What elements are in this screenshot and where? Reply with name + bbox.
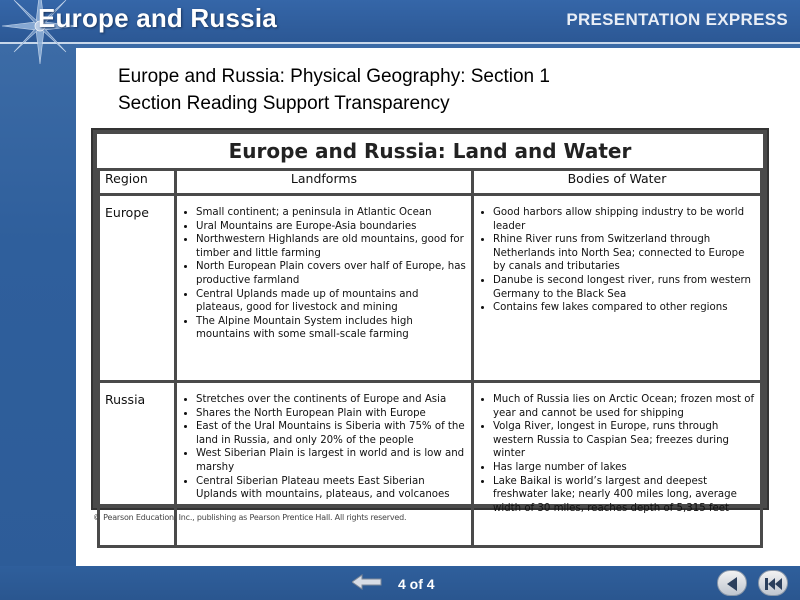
- list-item: • Contains few lakes compared to other regions: [493, 301, 755, 315]
- list-item: • Lake Baikal is world’s largest and deepest freshwater lake; nearly 400 miles long, average width of 30 miles, reaches depth of 5,315 feet: [493, 475, 755, 516]
- header-bar: [0, 0, 800, 44]
- slide-title-line-1: Europe and Russia: Physical Geography: Section 1: [118, 66, 550, 87]
- list-item: • Much of Russia lies on Arctic Ocean; frozen most of year and cannot be used for shipping: [493, 393, 755, 420]
- table-inner: [97, 134, 763, 514]
- list-item: • Central Uplands made up of mountains and plateaus, good for livestock and mining: [196, 288, 466, 315]
- list-item: • North European Plain covers over half of Europe, has productive farmland: [196, 260, 466, 287]
- list-item: • Ural Mountains are Europe-Asia boundaries: [196, 220, 466, 234]
- first-slide-button[interactable]: [758, 570, 788, 596]
- table-header-row: [99, 170, 762, 195]
- landforms-list: [178, 384, 470, 502]
- slide-title: [118, 63, 550, 117]
- list-item: • The Alpine Mountain System includes high mountains with some small-scale farming: [196, 315, 466, 342]
- landforms-list: [178, 197, 470, 342]
- table-title: Europe and Russia: Land and Water: [228, 139, 632, 163]
- list-item: • Has large number of lakes: [493, 461, 755, 475]
- slide-title-line-2: Section Reading Support Transparency: [118, 93, 450, 114]
- page-counter: 4 of 4: [398, 576, 435, 592]
- back-arrow-icon[interactable]: [352, 574, 382, 590]
- column-header-region: Region: [99, 170, 176, 195]
- column-header-water: Bodies of Water: [473, 170, 762, 195]
- water-list: [475, 384, 759, 515]
- list-item: • East of the Ural Mountains is Siberia with 75% of the land in Russia, and only 20% of the people: [196, 420, 466, 447]
- region-cell-europe: Europe: [99, 195, 176, 382]
- prev-slide-button[interactable]: [717, 570, 747, 596]
- column-header-landforms: Landforms: [176, 170, 473, 195]
- list-item: • Central Siberian Plateau meets East Siberian Uplands with mountains, plateaus, and volcanoes: [196, 475, 466, 502]
- list-item: • Northwestern Highlands are old mountains, good for timber and little farming: [196, 233, 466, 260]
- region-cell-russia: Russia: [99, 382, 176, 547]
- table-row: [99, 195, 762, 382]
- landforms-cell-europe: [176, 195, 473, 382]
- water-cell-europe: [473, 195, 762, 382]
- list-item: • Danube is second longest river, runs from western Germany to the Black Sea: [493, 274, 755, 301]
- copyright-notice: © Pearson Education, Inc., publishing as Pearson Prentice Hall. All rights reserved.: [93, 513, 407, 522]
- list-item: • Volga River, longest in Europe, runs through western Russia to Caspian Sea; freezes during winter: [493, 420, 755, 461]
- brand-label: PRESENTATION EXPRESS: [566, 10, 788, 29]
- list-item: • Rhine River runs from Switzerland through Netherlands into North Sea; connected to Europe by canals and tributaries: [493, 233, 755, 274]
- app-title: Europe and Russia: [38, 3, 277, 33]
- land-water-table-frame: [91, 128, 769, 514]
- list-item: • West Siberian Plain is largest in world and is low and marshy: [196, 447, 466, 474]
- list-item: • Good harbors allow shipping industry to be world leader: [493, 206, 755, 233]
- list-item: • Small continent; a peninsula in Atlantic Ocean: [196, 206, 466, 220]
- list-item: • Stretches over the continents of Europe and Asia: [196, 393, 466, 407]
- prev-slide-icon: [718, 571, 748, 597]
- land-water-table: [97, 168, 763, 548]
- list-item: • Shares the North European Plain with Europe: [196, 407, 466, 421]
- water-cell-russia: [473, 382, 762, 547]
- first-slide-icon: [759, 571, 789, 597]
- water-list: [475, 197, 759, 315]
